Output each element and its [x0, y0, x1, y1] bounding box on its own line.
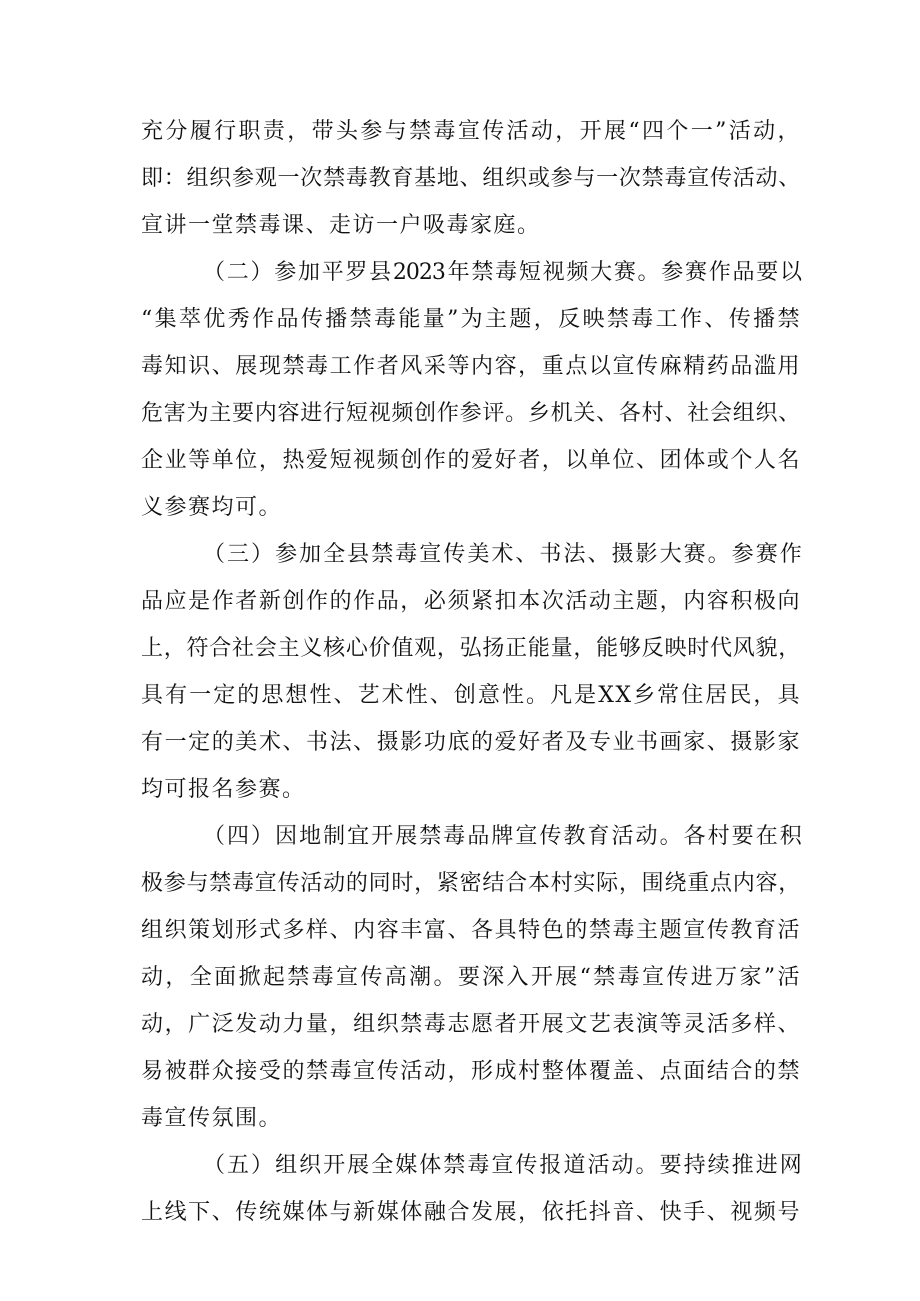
document-body [141, 108, 801, 1236]
text-line: 品应是作者新创作的作品，必须紧扣本次活动主题，内容积极向 [141, 589, 801, 614]
text-line: 企业等单位，热爱短视频创作的爱好者，以单位、团体或个人名 [141, 448, 801, 473]
text-line: 充分履行职责，带头参与禁毒宣传活动，开展“四个一”活动， [141, 119, 801, 144]
paragraph-2 [141, 249, 801, 531]
text-line: 上，符合社会主义核心价值观，弘扬正能量，能够反映时代风貌， [141, 636, 801, 661]
text-line: 具有一定的思想性、艺术性、创意性。凡是XX乡常住居民，具 [141, 683, 801, 708]
text-line: “集萃优秀作品传播禁毒能量”为主题，反映禁毒工作、传播禁 [141, 307, 801, 332]
paragraph-3 [141, 531, 801, 813]
text-line: 易被群众接受的禁毒宣传活动，形成村整体覆盖、点面结合的禁 [141, 1059, 801, 1084]
text-line: 义参赛均可。 [141, 495, 283, 520]
text-line: 即：组织参观一次禁毒教育基地、组织或参与一次禁毒宣传活动、 [141, 166, 801, 191]
text-line: 动，广泛发动力量，组织禁毒志愿者开展文艺表演等灵活多样、 [141, 1012, 801, 1037]
paragraph-5 [141, 1142, 801, 1236]
text-line: 危害为主要内容进行短视频创作参评。乡机关、各村、社会组织、 [141, 401, 801, 426]
text-line: 有一定的美术、书法、摄影功底的爱好者及专业书画家、摄影家 [141, 730, 801, 755]
text-line: （四）因地制宜开展禁毒品牌宣传教育活动。各村要在积 [203, 824, 801, 849]
text-line: （三）参加全县禁毒宣传美术、书法、摄影大赛。参赛作 [203, 542, 801, 567]
text-line: 组织策划形式多样、内容丰富、各具特色的禁毒主题宣传教育活 [141, 918, 801, 943]
text-line: 均可报名参赛。 [141, 777, 306, 802]
text-line: 极参与禁毒宣传活动的同时，紧密结合本村实际，围绕重点内容， [141, 871, 801, 896]
text-line: 宣讲一堂禁毒课、走访一户吸毒家庭。 [141, 213, 541, 238]
text-line: 毒知识、展现禁毒工作者风采等内容，重点以宣传麻精药品滥用 [141, 354, 801, 379]
text-line: （二）参加平罗县2023年禁毒短视频大赛。参赛作品要以 [203, 260, 801, 285]
text-line: 动，全面掀起禁毒宣传高潮。要深入开展“禁毒宣传进万家”活 [141, 965, 801, 990]
text-line: 毒宣传氛围。 [141, 1106, 283, 1131]
paragraph-4 [141, 813, 801, 1142]
text-line: （五）组织开展全媒体禁毒宣传报道活动。要持续推进网 [203, 1153, 801, 1178]
paragraph-1 [141, 108, 801, 249]
text-line: 上线下、传统媒体与新媒体融合发展，依托抖音、快手、视频号 [141, 1200, 801, 1225]
